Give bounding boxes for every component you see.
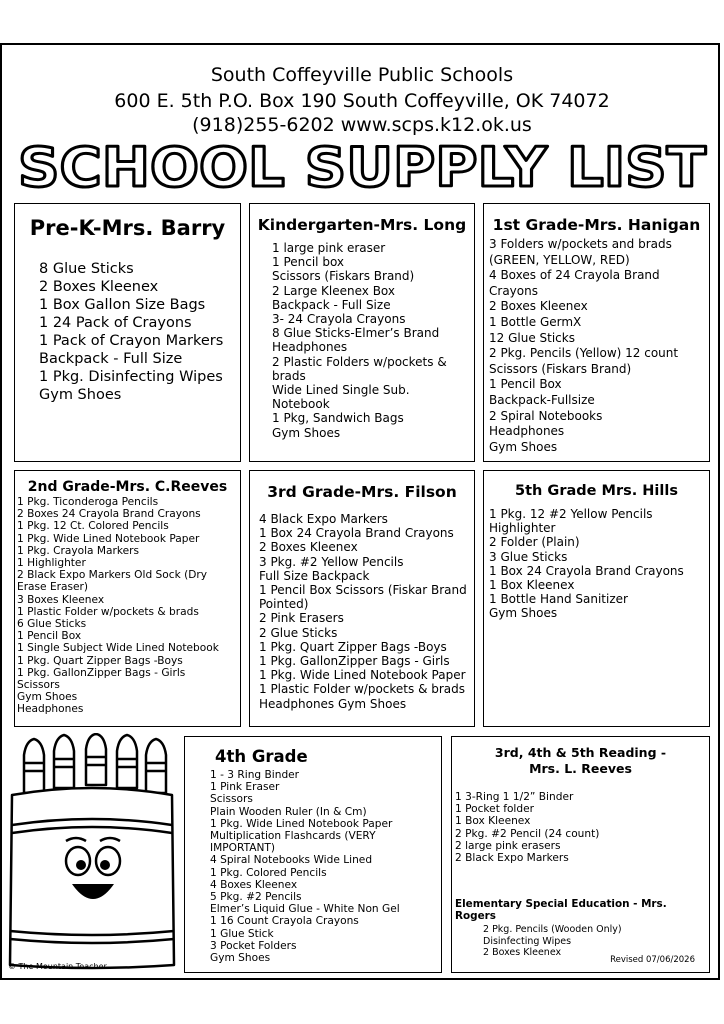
list-item: 1 Pkg. Wide Lined Notebook Paper bbox=[17, 532, 200, 545]
first-heading: 1st Grade-Mrs. Hanigan bbox=[492, 216, 701, 234]
list-item: 2 Boxes Kleenex bbox=[489, 299, 588, 314]
list-item: Scissors bbox=[210, 793, 253, 806]
third-box bbox=[249, 470, 475, 727]
list-item: 1 Pkg. Crayola Markers bbox=[17, 544, 140, 557]
school-contact: (918)255-6202 www.scps.k12.ok.us bbox=[192, 114, 532, 136]
list-item: 8 Glue Sticks-Elmer’s Brand bbox=[272, 326, 440, 341]
list-item: 1 Box 24 Crayola Brand Crayons bbox=[259, 526, 454, 541]
list-item: Gym Shoes bbox=[272, 425, 341, 440]
list-item: 2 Folder (Plain) bbox=[489, 535, 580, 550]
list-item: Gym Shoes bbox=[210, 952, 271, 965]
fourth-list bbox=[185, 769, 441, 964]
list-item: Headphones Gym Shoes bbox=[259, 696, 407, 711]
sped-list bbox=[452, 924, 709, 959]
school-address: 600 E. 5th P.O. Box 190 South Coffeyville, OK 74072 bbox=[114, 90, 610, 112]
list-item: 1 Plastic Folder w/pockets & brads bbox=[17, 605, 199, 618]
list-item: 1 Pkg. Wide Lined Notebook Paper bbox=[259, 668, 466, 683]
first-list bbox=[484, 237, 709, 455]
list-item: 1 Bottle GermX bbox=[489, 314, 582, 329]
list-item: 1 Box Kleenex bbox=[455, 815, 531, 828]
list-item: 1 Pkg. GallonZipper Bags - Girls bbox=[17, 666, 186, 679]
list-item: 1 Plastic Folder w/pockets & brads bbox=[259, 682, 466, 697]
list-item: 3 Folders w/pockets and brads bbox=[489, 237, 672, 251]
fifth-box bbox=[483, 470, 710, 727]
list-item: Gym Shoes bbox=[489, 606, 558, 621]
list-item: Headphones bbox=[17, 703, 84, 716]
list-item: Gym Shoes bbox=[39, 387, 122, 403]
list-item: 1 24 Pack of Crayons bbox=[39, 315, 192, 331]
list-item: brads bbox=[272, 368, 306, 383]
list-item: Erase Eraser) bbox=[17, 581, 89, 594]
list-item: Notebook bbox=[272, 397, 330, 412]
page-title-text: SCHOOL SUPPLY LIST bbox=[18, 136, 707, 196]
list-item: 12 Glue Sticks bbox=[489, 330, 575, 345]
list-item: 1 Pkg. 12 Ct. Colored Pencils bbox=[17, 520, 169, 533]
list-item: 1 Pkg. 12 #2 Yellow Pencils bbox=[489, 507, 653, 521]
list-item: 2 Spiral Notebooks bbox=[489, 408, 603, 423]
list-item: 1 Pkg. Quart Zipper Bags -Boys bbox=[17, 654, 183, 667]
list-item: Pointed) bbox=[259, 597, 309, 612]
list-item: Gym Shoes bbox=[489, 439, 558, 454]
list-item: Backpack-Fullsize bbox=[489, 392, 595, 407]
list-item: 1 Pack of Crayon Markers bbox=[39, 333, 224, 349]
list-item: 2 Boxes Kleenex bbox=[259, 540, 358, 555]
list-item: 2 Pkg. #2 Pencil (24 count) bbox=[455, 827, 600, 840]
list-item: Elmer’s Liquid Glue - White Non Gel bbox=[210, 903, 400, 916]
sped-heading: Elementary Special Education - Mrs. Rogers bbox=[455, 898, 667, 923]
list-item: IMPORTANT) bbox=[210, 842, 276, 855]
list-item: 1 Pencil Box bbox=[17, 630, 82, 643]
list-item: 2 Pink Erasers bbox=[259, 611, 344, 626]
list-item: 6 Glue Sticks bbox=[17, 618, 87, 631]
list-item: Headphones bbox=[272, 340, 348, 355]
fifth-list bbox=[484, 507, 709, 621]
revised-date: Revised 07/06/2026 bbox=[610, 955, 695, 965]
list-item: 2 Plastic Folders w/pockets & bbox=[272, 354, 447, 369]
page-title bbox=[10, 136, 714, 196]
list-item: 4 Boxes of 24 Crayola Brand bbox=[489, 268, 660, 283]
list-item: Gym Shoes bbox=[17, 691, 78, 704]
kinder-box bbox=[249, 203, 475, 462]
list-item: 8 Glue Sticks bbox=[39, 261, 134, 277]
list-item: 1 Single Subject Wide Lined Notebook bbox=[17, 642, 219, 655]
list-item: 2 Boxes 24 Crayola Brand Crayons bbox=[17, 508, 201, 521]
list-item: 1 Pencil box bbox=[272, 255, 345, 270]
second-heading: 2nd Grade-Mrs. C.Reeves bbox=[27, 479, 228, 495]
list-item: Full Size Backpack bbox=[259, 568, 370, 583]
list-item: 1 Glue Stick bbox=[210, 927, 274, 940]
list-item: 3 Glue Sticks bbox=[489, 549, 568, 564]
list-item: 1 Pkg. Wide Lined Notebook Paper bbox=[210, 817, 393, 830]
list-item: Highlighter bbox=[489, 521, 556, 536]
list-item: 1 Pkg. Ticonderoga Pencils bbox=[17, 496, 159, 508]
list-item: 1 16 Count Crayola Crayons bbox=[210, 915, 359, 928]
reading-heading-2: Mrs. L. Reeves bbox=[529, 761, 632, 776]
list-item: 4 Black Expo Markers bbox=[259, 512, 388, 526]
list-item: 2 Black Expo Markers bbox=[455, 852, 569, 865]
reading-list bbox=[452, 791, 709, 864]
third-list bbox=[250, 512, 474, 711]
list-item: 1 3-Ring 1 1/2” Binder bbox=[455, 791, 574, 803]
list-item: Wide Lined Single Sub. bbox=[272, 383, 410, 398]
list-item: 1 Highlighter bbox=[17, 557, 86, 570]
list-item: 1 Pencil Box Scissors (Fiskar Brand bbox=[259, 583, 467, 598]
prek-box bbox=[14, 203, 241, 462]
list-item: 4 Spiral Notebooks Wide Lined bbox=[210, 854, 373, 867]
reading-heading-1: 3rd, 4th & 5th Reading - bbox=[494, 745, 667, 760]
crayon-box-illustration bbox=[4, 733, 180, 977]
prek-heading: Pre-K-Mrs. Barry bbox=[29, 216, 226, 240]
list-item: 1 Pkg, Sandwich Bags bbox=[272, 411, 404, 426]
list-item: 3 Pkg. #2 Yellow Pencils bbox=[259, 554, 404, 569]
list-item: 2 Black Expo Markers Old Sock (Dry bbox=[17, 569, 207, 582]
list-item: 2 large pink erasers bbox=[455, 839, 561, 852]
list-item: Backpack - Full Size bbox=[39, 351, 183, 367]
list-item: 1 Pkg. GallonZipper Bags - Girls bbox=[259, 654, 450, 669]
kinder-list bbox=[250, 241, 474, 440]
list-item: Multiplication Flashcards (VERY bbox=[210, 830, 376, 843]
list-item: 1 Box Kleenex bbox=[489, 578, 575, 593]
prek-list bbox=[15, 260, 240, 404]
list-item: 1 Pencil Box bbox=[489, 377, 562, 392]
list-item: Scissors bbox=[17, 679, 60, 692]
third-heading: 3rd Grade-Mrs. Filson bbox=[267, 483, 457, 501]
list-item: 1 Box Gallon Size Bags bbox=[39, 297, 206, 313]
school-name: South Coffeyville Public Schools bbox=[210, 64, 514, 86]
list-item: Scissors (Fiskars Brand) bbox=[272, 269, 415, 284]
list-item: Crayons bbox=[489, 283, 538, 298]
list-item: 2 Boxes Kleenex bbox=[483, 947, 562, 959]
list-item: 2 Pkg. Pencils (Wooden Only) bbox=[483, 924, 622, 936]
list-item: 1 Pocket folder bbox=[455, 803, 534, 816]
reading-box bbox=[451, 736, 710, 973]
list-item: 3- 24 Crayola Crayons bbox=[272, 312, 406, 327]
first-box bbox=[483, 203, 710, 462]
list-item: 2 Large Kleenex Box bbox=[272, 283, 395, 298]
list-item: 1 Pkg. Disinfecting Wipes bbox=[39, 369, 223, 385]
list-item: 2 Pkg. Pencils (Yellow) 12 count bbox=[489, 346, 679, 361]
list-item: 1 Pkg. Colored Pencils bbox=[210, 866, 327, 879]
fourth-box bbox=[184, 736, 442, 973]
list-item: 2 Boxes Kleenex bbox=[39, 279, 159, 295]
list-item: Plain Wooden Ruler (In & Cm) bbox=[210, 805, 367, 818]
list-item: 1 Pkg. Quart Zipper Bags -Boys bbox=[259, 639, 447, 654]
list-item: 3 Boxes Kleenex bbox=[17, 593, 105, 606]
list-item: 1 Bottle Hand Sanitizer bbox=[489, 592, 628, 607]
fourth-heading: 4th Grade bbox=[215, 747, 308, 766]
illustration-credit: © The Mountain Teacher bbox=[8, 962, 107, 971]
fifth-heading: 5th Grade Mrs. Hills bbox=[515, 483, 678, 499]
list-item: 2 Glue Sticks bbox=[259, 625, 338, 640]
second-box bbox=[14, 470, 241, 727]
kinder-heading: Kindergarten-Mrs. Long bbox=[257, 216, 467, 234]
list-item: 3 Pocket Folders bbox=[210, 939, 297, 952]
list-item: 1 Box 24 Crayola Brand Crayons bbox=[489, 563, 684, 578]
list-item: 4 Boxes Kleenex bbox=[210, 878, 298, 891]
list-item: Scissors (Fiskars Brand) bbox=[489, 361, 632, 376]
list-item: 1 large pink eraser bbox=[272, 241, 386, 255]
list-item: Backpack - Full Size bbox=[272, 297, 391, 312]
second-list bbox=[15, 496, 240, 716]
list-item: 5 Pkg. #2 Pencils bbox=[210, 891, 302, 904]
list-item: (GREEN, YELLOW, RED) bbox=[489, 252, 630, 267]
list-item: Headphones bbox=[489, 424, 565, 439]
list-item: 1 Pink Eraser bbox=[210, 781, 280, 794]
list-item: Disinfecting Wipes bbox=[483, 935, 572, 947]
list-item: 1 - 3 Ring Binder bbox=[210, 769, 300, 781]
